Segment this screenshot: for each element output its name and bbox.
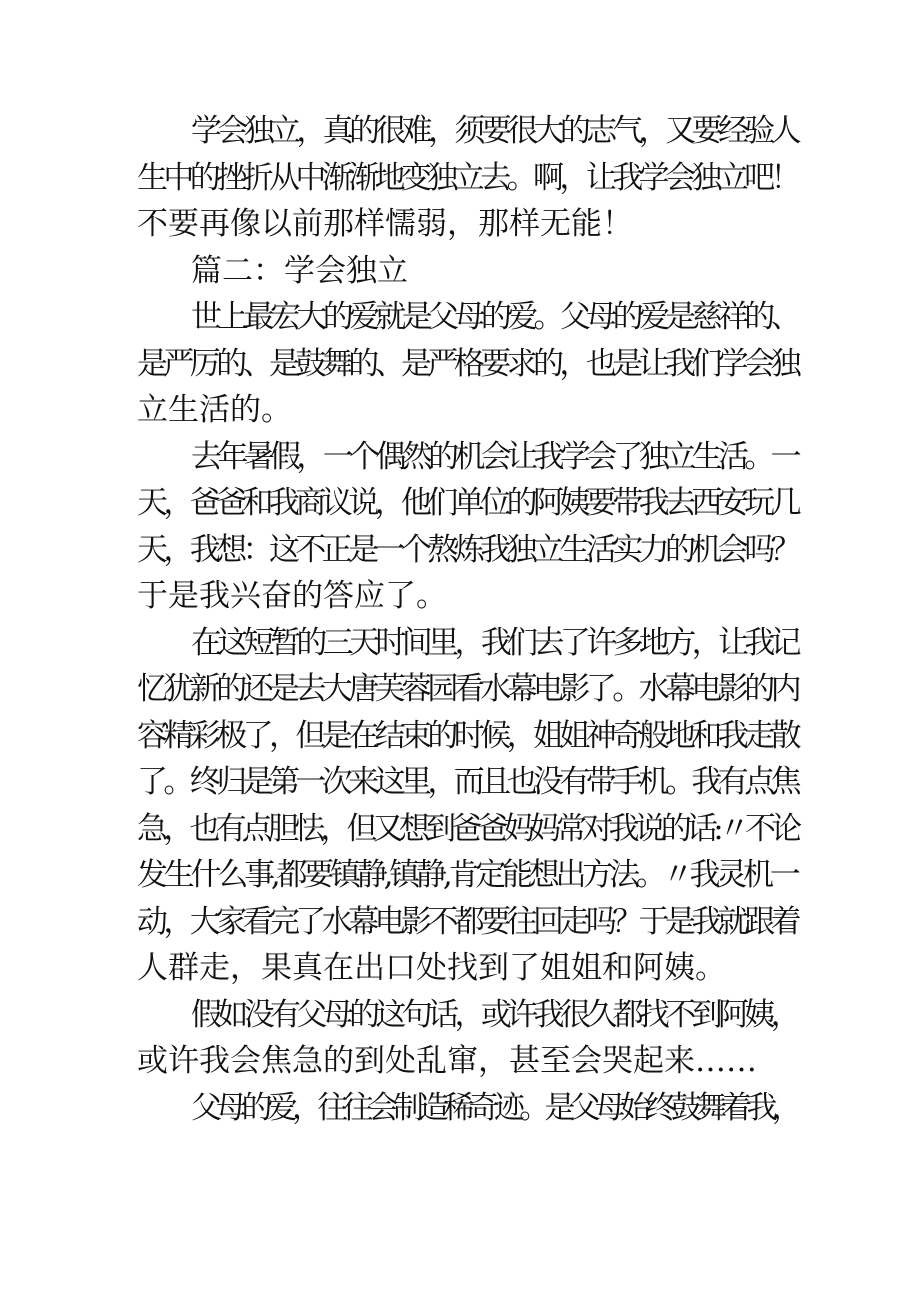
text-line: 动，大家看完了水幕电影不都要往回走吗？于是我就跟着: [137, 903, 797, 940]
text-line: 不要再像以前那样懦弱，那样无能！: [137, 206, 633, 242]
text-line: 篇二：学会独立: [191, 252, 408, 289]
text-line: 忆犹新的还是去大唐芙蓉园看水幕电影了。水幕电影的内: [137, 671, 797, 707]
text-line: 发生什么事,都要镇静,镇静,肯定能想出方法。〃我灵机一: [137, 857, 797, 893]
text-line: 或许我会焦急的到处乱窜，甚至会哭起来……: [137, 1043, 757, 1079]
text-line: 去年暑假，一个偶然的机会让我学会了独立生活。一: [191, 438, 797, 475]
text-line: 天，爸爸和我商议说，他们单位的阿姨要带我去西安玩几: [137, 485, 797, 521]
text-line: 是严厉的、是鼓舞的、是严格要求的，也是让我们学会独: [137, 345, 797, 382]
document-body: [137, 108, 797, 1131]
text-line: 假如没有父母的这句话，或许我很久都找不到阿姨，: [191, 996, 797, 1033]
text-line: 天，我想：这不正是一个熬炼我独立生活实力的机会吗？: [137, 531, 797, 568]
text-line: 人群走，果真在出口处找到了姐姐和阿姨。: [137, 950, 726, 986]
text-line: 生中的挫折从中渐渐地变独立去。啊，让我学会独立吧！: [137, 159, 797, 196]
text-line: 在这短暂的三天时间里，我们去了许多地方，让我记: [191, 624, 797, 661]
text-line: 了。终归是第一次来这里，而且也没有带手机。我有点焦: [137, 764, 797, 800]
text-line: 于是我兴奋的答应了。: [137, 578, 447, 614]
text-line: 世上最宏大的爱就是父母的爱。父母的爱是慈祥的、: [191, 299, 797, 335]
text-line: 容精彩极了，但是在结束的时候，姐姐神奇般地和我走散: [137, 717, 797, 754]
text-line: 学会独立，真的很难，须要很大的志气，又要经验人: [191, 113, 797, 149]
text-line: 急，也有点胆怯，但又想到爸爸妈妈常对我说的话:〃不论: [137, 810, 798, 847]
text-line: 立生活的。: [137, 392, 292, 428]
text-line: 父母的爱，往往会制造稀奇迹。是父母始终鼓舞着我，: [191, 1089, 797, 1126]
